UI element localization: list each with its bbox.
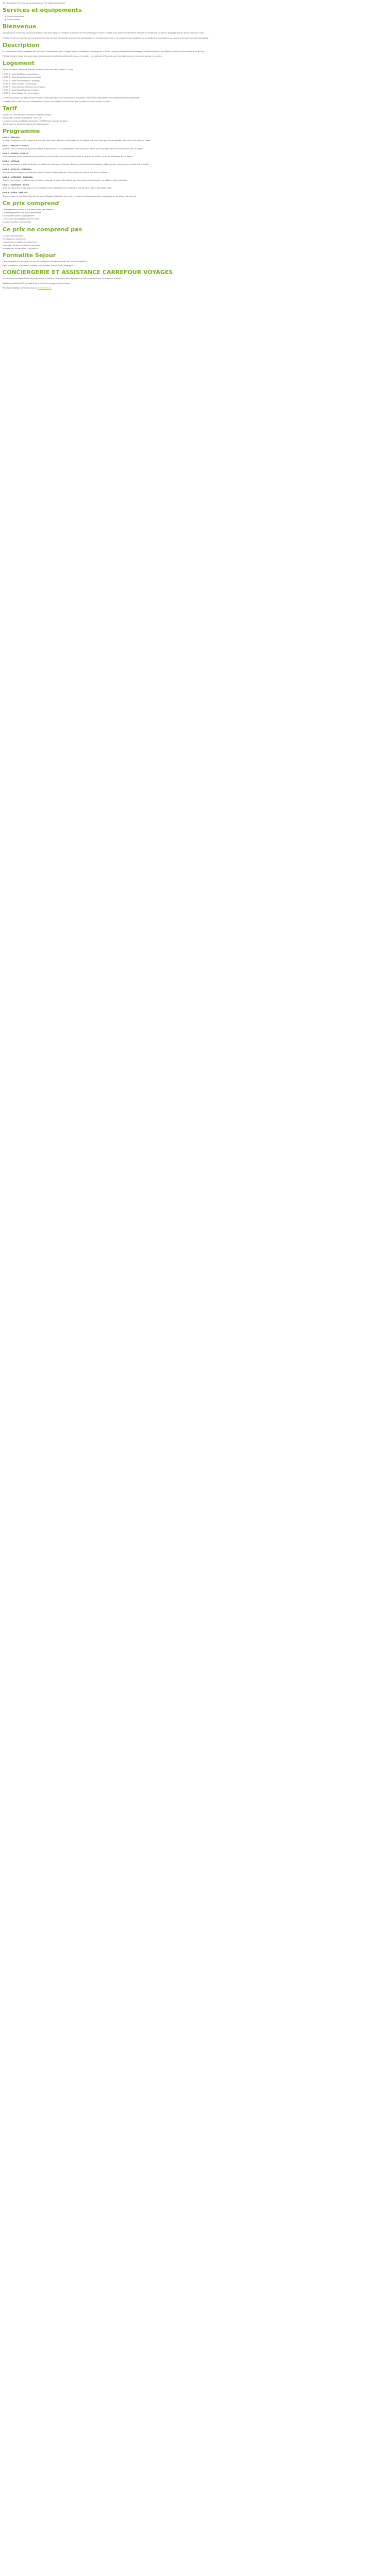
day-title: JOUR 2 : MALAGA - RONDA: [3, 144, 29, 147]
formalites-paragraph: Carte d'identite ou passeport en cours de validite pour les ressortissants de l'Union europeenne.: [3, 261, 88, 263]
day-text: Visite de l'Alhambra et des jardins du Generalife le matin. Descente vers la cote et la ville de Nerja l'apres-midi. Nuit a Nerja.: [3, 187, 112, 190]
programme-title: Programme: [3, 128, 40, 135]
tarif-line: Tarif groupe sur demande a partir de 10 participants.: [3, 123, 50, 126]
service-item: Cyclotourisme: [5, 18, 388, 21]
tarif-line: Supplement chambre individuelle : 390 EUR.: [3, 116, 42, 119]
contact-line: [3, 286, 388, 290]
hotel-line: HOTEL 2 : Hotel Ronda Centro (ou similaire): [3, 76, 41, 79]
day-text: Transfert vers la Serrania de Ronda puis etape a velo a travers les villages blancs. Visite de Ronda, de son pont neuf et de ses arenes historiques. Nuit a Ronda.: [3, 147, 143, 150]
hotel-line: HOTEL 1 : Hotel Sol Malaga (ou similaire): [3, 73, 39, 76]
description-paragraph: Profitez de votre temps libre pour visiter les monuments, gouter la gastronomie locale et rencontrer les habitants. L'itineraire peut etre adapte selon le niveau du groupe et la meteo.: [3, 55, 162, 57]
day-text: Transfert puis etape cyclable au pied de la Sierra Nevada. Arrivee a Grenade et premiere decouverte du quartier de l'Albaicin. Nuit a Grenade.: [3, 179, 127, 181]
services-list: [3, 15, 388, 21]
noncomprend-title: Ce prix ne comprend pas: [3, 226, 83, 233]
contact-link[interactable]: 02 40 XX XX XX: [37, 286, 52, 289]
logement-paragraph: Les hotels sont choisis pour leur emplacement central, leur confort et leur accueil des cyclistes avec local a velos securise.: [3, 100, 111, 103]
noncomprend-item: L'assurance annulation et rapatriement: [3, 241, 38, 243]
comprend-title: Ce prix comprend: [3, 199, 59, 207]
day-title: JOUR 8 : NERJA - MALAGA: [3, 192, 28, 194]
tarif-line: A partir de 1 890 EUR par personne en chambre double.: [3, 113, 52, 116]
tarif-line: Location de velo a assistance electrique : 180 EUR pour la duree du sejour.: [3, 120, 69, 122]
day-title: JOUR 7 : GRANADA - NERJA: [3, 184, 29, 187]
day-text: Etape vallonnee entre oliveraies et champs de ble, puis transfert vers Seville. Decouverte du quartier de Santa Cruz en fin de journee. Nuit a Seville.: [3, 156, 134, 158]
bienvenue-title: Bienvenue: [3, 23, 37, 30]
noncomprend-item: Les vols internationaux: [3, 234, 23, 237]
conciergerie-title: CONCIERGERIE ET ASSISTANCE CARREFOUR VOYAGES: [3, 268, 173, 276]
logement-paragraph: Chambres doubles avec salle de bain privative. Petit-dejeuner inclus chaque matin. Chambres individuelles disponibles avec supplement selon disponibilite.: [3, 97, 140, 99]
hotel-line: HOTEL 6 : Hotel Nerja Playa (ou similaire): [3, 89, 39, 92]
content: [0, 0, 391, 290]
day-text: Parcours dans la campagne andalouse jusqu'a Cordoue. Visite guidee de la Mezquita et du quartier juif. Nuit a Cordoue.: [3, 171, 108, 174]
day-title: JOUR 6 : CORDOBA - GRANADA: [3, 176, 33, 178]
noncomprend-item: La location du velo a assistance electrique: [3, 244, 40, 247]
programme-day: [3, 136, 388, 142]
intro-line: Tour Andalousie | En prive ou accompagne par Formalite Cyclotourisme: [3, 2, 66, 4]
formalites-paragraph: Carte europeenne d'assurance maladie recommandee. Aucun vaccin obligatoire.: [3, 264, 74, 266]
noncomprend-item: Les depenses personnelles et pourboires: [3, 247, 39, 250]
day-title: JOUR 1 : MALAGA: [3, 137, 20, 139]
day-title: JOUR 4 : SEVILLA: [3, 160, 20, 163]
logement-title: Logement: [3, 60, 35, 67]
hotel-line: HOTEL 5 : Hotel Granada Alhambra (ou similaire): [3, 86, 46, 88]
programme-day: [3, 160, 388, 166]
comprend-item: Les visites guidees mentionnees: [3, 221, 31, 224]
programme-day: [3, 152, 388, 158]
day-text: Journee consacree a la visite de Seville : la cathedrale, la Giralda et l'Alcazar. Balade a velo le long du Guadalquivir et temps libre pour decouvrir la ville. Nuit a Seville.: [3, 163, 149, 166]
day-title: JOUR 3 : RONDA - SEVILLA: [3, 152, 28, 155]
conciergerie-paragraph: Assistance joignable 7j/7 pendant toute la duree du voyage en cas de besoin.: [3, 282, 71, 284]
hotel-line: HOTEL 4 : Hotel Cordoba (ou similaire): [3, 82, 37, 85]
hotel-line: HOTEL 3 : Hotel Sevilla Plaza (ou similaire): [3, 79, 40, 82]
tarif-title: Tarif: [3, 105, 17, 112]
description-title: Description: [3, 41, 40, 48]
comprend-item: Les transferts prevus au programme: [3, 215, 35, 217]
description-paragraph: Un programme riche en paysages pour decouvrir l'Andalousie a velo : villages blancs, oliveraies et montagnes de la Sierra. Chaque journee associe des etapes cyclables adaptees, des visites culturelles et des moments de detente.: [3, 50, 205, 53]
day-title: JOUR 5 : SEVILLA - CORDOBA: [3, 168, 31, 171]
comprend-item: Le transport des bagages entre les hotels: [3, 218, 39, 221]
noncomprend-item: Les repas non mentionnes: [3, 238, 26, 240]
programme-day: [3, 191, 388, 197]
logement-lead: Sejour en hotels 3 etoiles et 4 etoiles situes au centre des villes etapes (7 nuits).: [3, 69, 74, 71]
hotel-line: HOTEL 7 : Hotel Malaga Port (ou similaire): [3, 92, 40, 95]
programme-day: [3, 144, 388, 150]
day-text: Derniere etape le long de la Costa del Sol jusqu'a Malaga. Restitution des velos et transfert vers l'aeroport selon vos horaires de vol. Fin de nos services.: [3, 195, 137, 197]
contact-text: Pour toute question, contactez-nous au: [3, 286, 37, 289]
day-text: Arrivee a Malaga, accueil a l'aeroport et transfert vers l'hotel. Reunion d'information en fin d'apres-midi avec votre guide et remise des velos. Diner libre et nuit a l'hotel.: [3, 140, 151, 142]
bienvenue-paragraph: Vos voyageurs en bord de plage sont attendus par notre equipe a l'aeroport et conduits en bus prive jusqu'a l'hotel a Malaga. Pour apprecier pleinement l'arrivee en Andalousie, un apercu du programme du sejour vous sera remis.: [3, 32, 204, 35]
formalites-title: Formalite Sejour: [3, 252, 56, 259]
programme-day: [3, 176, 388, 182]
bienvenue-paragraph: Profitez de votre temps libre pour vous promener dans le centre historique, le port et les ruelles animees. Le sejour comprend un accompagnement quotidien par un guide local francophone qui vous fera decouvrir la culture andalouse.: [3, 37, 209, 39]
programme-day: [3, 168, 388, 174]
comprend-item: L'hebergement en hotels 3 et 4 etoiles avec petit-dejeuner: [3, 208, 55, 211]
comprend-item: L'accompagnement d'un guide francophone: [3, 211, 41, 214]
programme-day: [3, 183, 388, 190]
service-item: Guide francophone: [5, 15, 388, 18]
services-title: Services et equipements: [3, 7, 82, 14]
conciergerie-paragraph: Un service de conciergerie est disponible avant et pendant votre sejour pour repondre a toutes vos questions et organiser vos activites.: [3, 277, 122, 280]
